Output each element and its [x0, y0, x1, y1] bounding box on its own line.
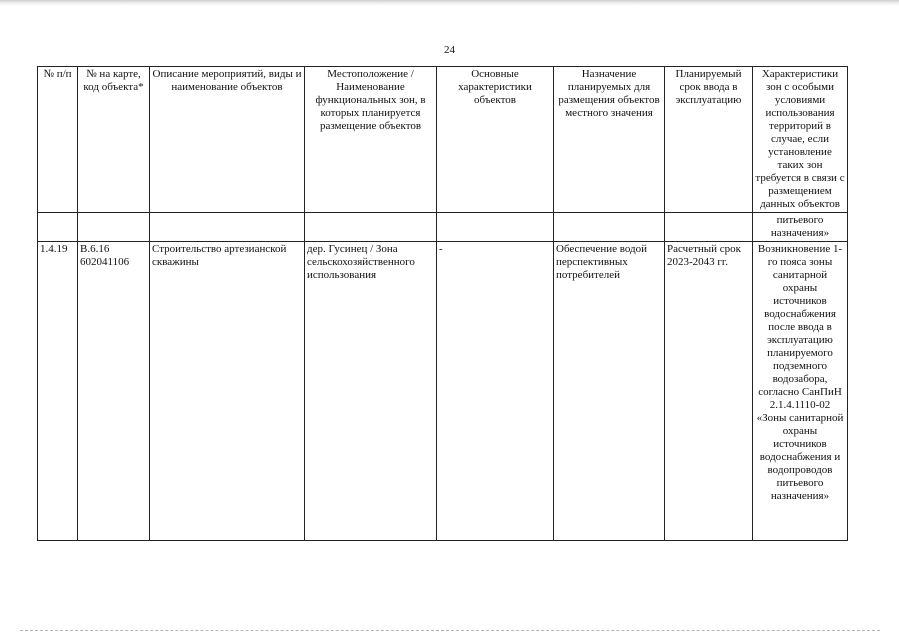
- table-cell: [150, 213, 305, 242]
- row-characteristics: -: [437, 242, 554, 541]
- row-code: [78, 242, 150, 541]
- scan-edge-bottom: [20, 630, 880, 633]
- row-term: [665, 242, 753, 541]
- row-purpose: Обеспечение водой перспективных потребителей: [554, 242, 665, 541]
- header-map-code: № на карте, код объекта*: [78, 67, 150, 213]
- header-row: [38, 67, 848, 213]
- continuation-row: [38, 213, 848, 242]
- row-location: дер. Гусинец / Зона сельскохозяйственного использования: [305, 242, 437, 541]
- header-characteristics: Основные характеристики объектов: [437, 67, 554, 213]
- row-map-code: В.6.16: [80, 243, 110, 255]
- header-term: Планируемый срок ввода в эксплуатацию: [665, 67, 753, 213]
- row-zones: Возникновение 1-го пояса зоны санитарной охраны источников водоснабжения после ввода в эксплуатацию планируемого подземного водозабора, согласно СанПиН 2.1.4.1110-02 «Зоны санитарной охраны источников водоснабжения и водопроводов питьевого назначения»: [753, 242, 848, 541]
- table-cell: [665, 213, 753, 242]
- continuation-cell: питьевого назначения»: [753, 213, 848, 242]
- table-cell: [305, 213, 437, 242]
- header-num: № п/п: [38, 67, 78, 213]
- table-cell: [38, 213, 78, 242]
- table-cell: [437, 213, 554, 242]
- page-number: 24: [444, 44, 455, 56]
- header-description: Описание мероприятий, виды и наименование объектов: [150, 67, 305, 213]
- table-cell: [554, 213, 665, 242]
- row-description: Строительство артезианской скважины: [150, 242, 305, 541]
- row-object-code: 602041106: [80, 256, 130, 268]
- header-purpose: Назначение планируемых для размещения объектов местного значения: [554, 67, 665, 213]
- header-zones: Характеристики зон с особыми условиями использования территорий в случае, если установление таких зон требуется в связи с размещением данных объектов: [753, 67, 848, 213]
- planned-objects-table: [37, 66, 848, 541]
- table-cell: [78, 213, 150, 242]
- row-term-label: Расчетный срок: [667, 243, 742, 255]
- row-num: 1.4.19: [38, 242, 78, 541]
- header-location: Местоположение / Наименование функциональных зон, в которых планируется размещение объектов: [305, 67, 437, 213]
- row-term-years: 2023-2043 гг.: [667, 256, 728, 268]
- table-row: [38, 242, 848, 541]
- scan-edge-top: [0, 0, 899, 6]
